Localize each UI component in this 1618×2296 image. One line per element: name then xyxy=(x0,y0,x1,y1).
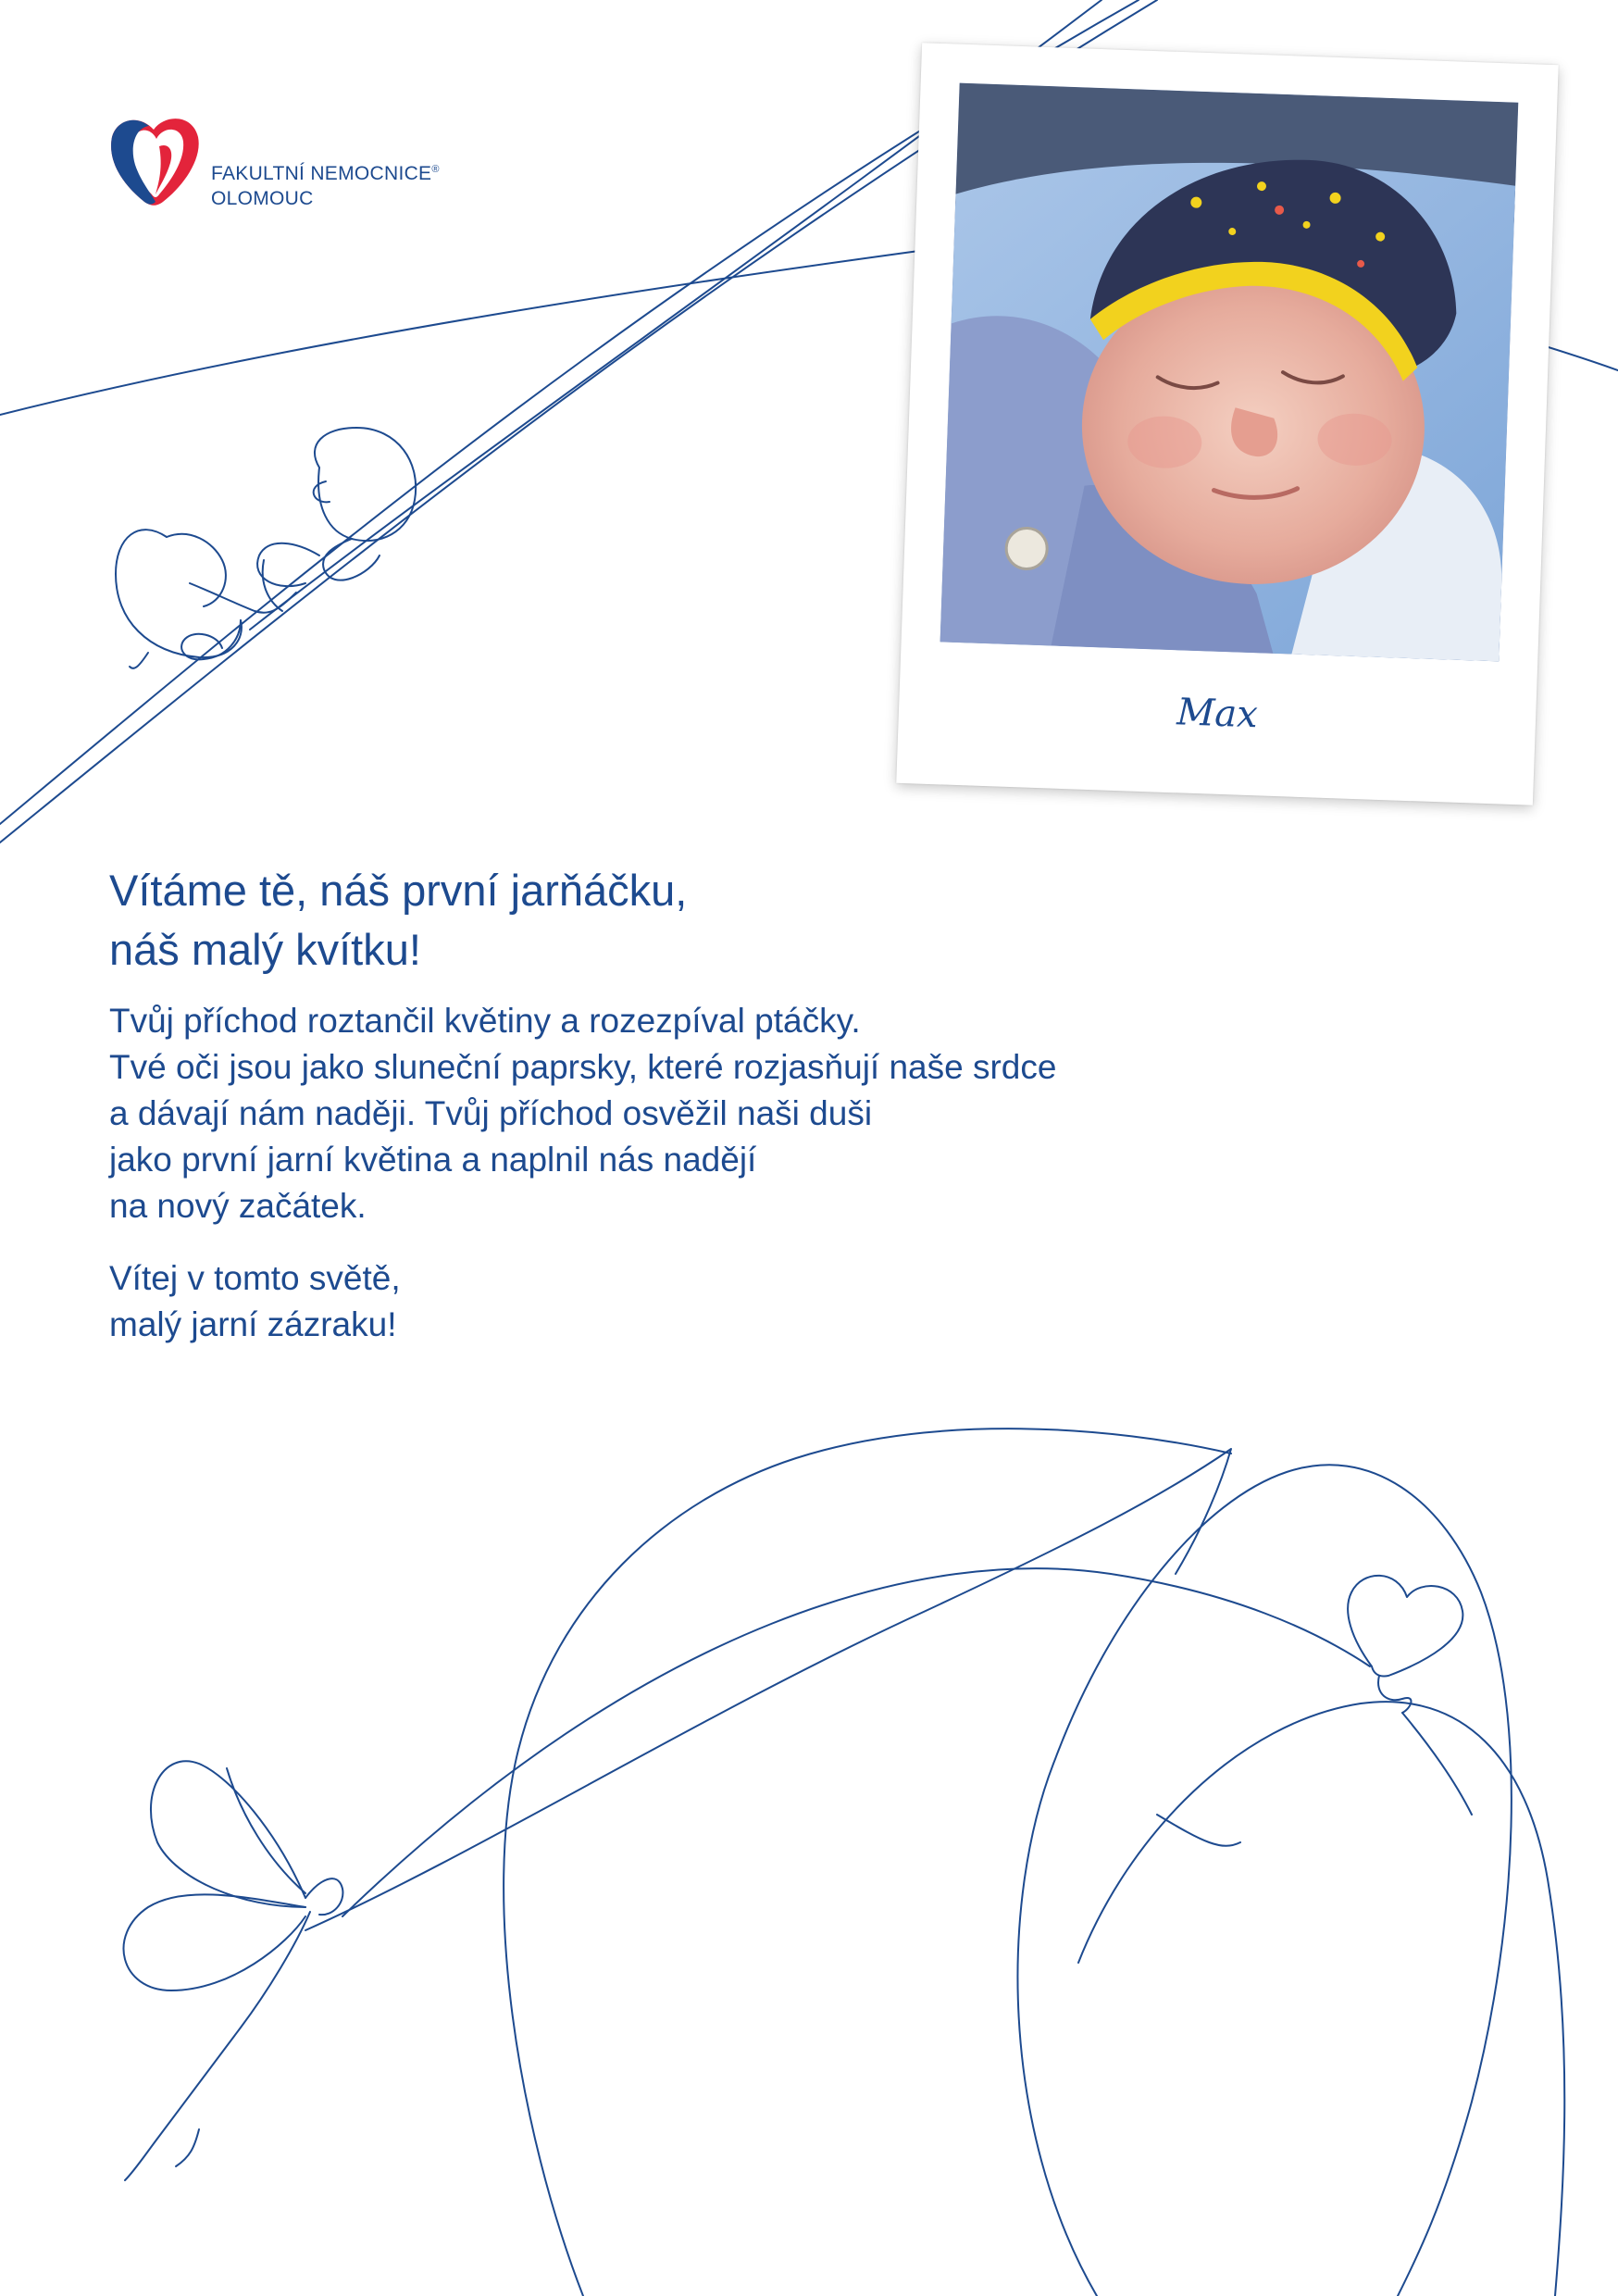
greeting-headline xyxy=(109,861,1405,980)
diagonal-line xyxy=(0,250,926,415)
hospital-name-line2: OLOMOUC xyxy=(211,188,314,209)
polaroid-frame xyxy=(896,43,1559,805)
curve-line xyxy=(1157,1815,1240,1846)
greeting-paragraph xyxy=(109,998,1405,1229)
greeting-content xyxy=(109,861,1405,1348)
paragraph-line: jako první jarní květina a naplnil nás nadějí xyxy=(109,1141,757,1179)
paragraph-line: Vítej v tomto světě, xyxy=(109,1259,401,1297)
heart-logo-icon xyxy=(107,109,209,211)
headline-line: náš malý kvítku! xyxy=(109,925,421,974)
butterfly-icon xyxy=(124,1761,343,2180)
paragraph-line: malý jarní zázraku! xyxy=(109,1305,397,1343)
curve-line xyxy=(305,1449,1231,1930)
paragraph-line: na nový začátek. xyxy=(109,1187,367,1225)
balloon-string xyxy=(342,1568,1370,1916)
heart-balloon-icon xyxy=(1348,1576,1472,1815)
hospital-name-line1: FAKULTNÍ NEMOCNICE xyxy=(211,163,432,184)
paragraph-line: Tvé oči jsou jako sluneční paprsky, které rozjasňují naše srdce xyxy=(109,1048,1057,1086)
baby-photo-illustration xyxy=(940,83,1519,662)
paragraph-line: a dávají nám naději. Tvůj příchod osvěžil naši duši xyxy=(109,1094,873,1132)
hospital-name xyxy=(211,157,440,211)
curve-line xyxy=(504,1429,1231,2296)
curve-line xyxy=(1078,1702,1564,2296)
headline-line: Vítáme tě, náš první jarňáčku, xyxy=(109,866,688,915)
welcome-paragraph xyxy=(109,1255,1405,1348)
curve-line xyxy=(1017,1465,1511,2296)
hospital-logo xyxy=(107,109,496,211)
paragraph-line: Tvůj příchod roztančil květiny a rozezpíval ptáčky. xyxy=(109,1002,861,1040)
baby-photo xyxy=(940,83,1519,662)
photo-caption: Max xyxy=(1176,691,1259,737)
registered-mark: ® xyxy=(431,164,440,175)
baby-line-icon xyxy=(116,428,416,668)
